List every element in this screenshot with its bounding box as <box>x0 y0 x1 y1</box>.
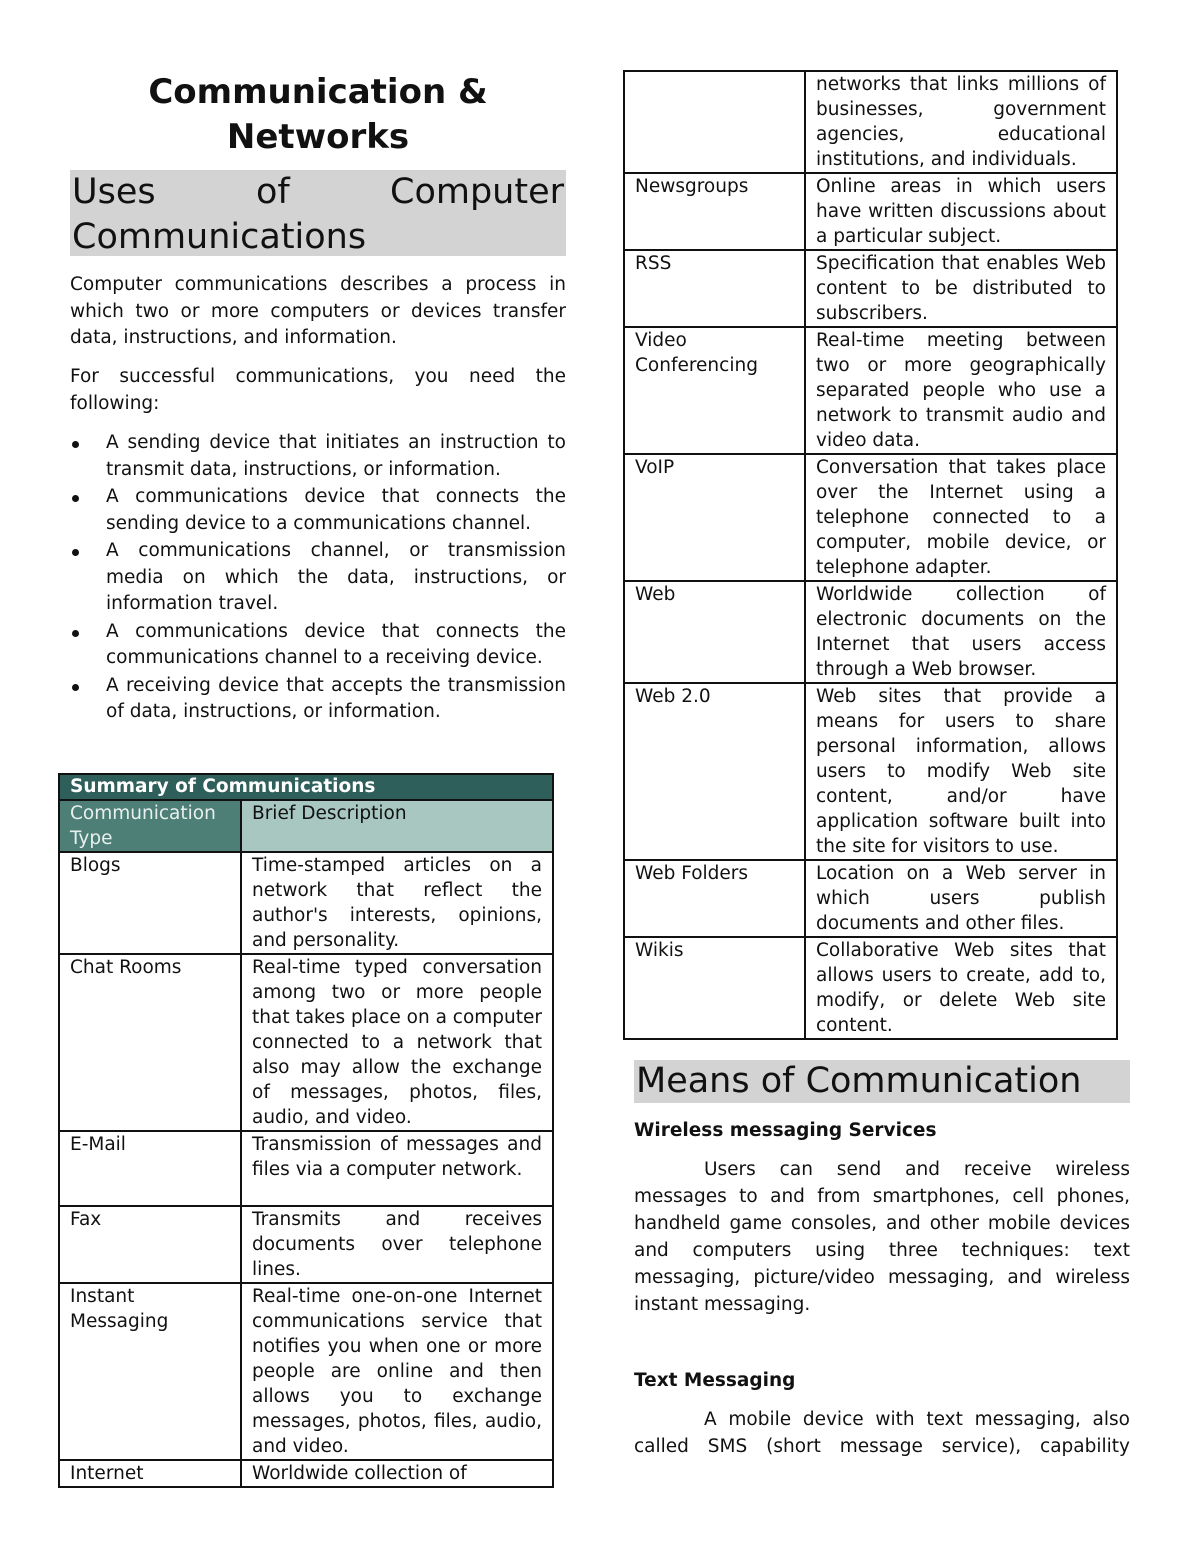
column-header-description: Brief Description <box>241 800 553 852</box>
table-row <box>624 327 1117 454</box>
type-cell: Chat Rooms <box>59 954 241 1131</box>
table-caption: Summary of Communications <box>59 774 553 800</box>
list-item <box>70 538 566 618</box>
table-row <box>624 937 1117 1039</box>
section-heading-uses <box>70 170 566 256</box>
column-header-type: Communication Type <box>59 800 241 852</box>
bullet-icon <box>72 684 79 691</box>
type-cell: Internet <box>59 1460 241 1487</box>
table-row <box>624 581 1117 683</box>
description-cell: Conversation that takes place over the Internet using a telephone connected to a computer, mobile device, or telephone adapter. <box>805 454 1117 581</box>
subheading-wireless-messaging: Wireless messaging Services <box>634 1120 937 1141</box>
table-row <box>59 1283 553 1460</box>
description-cell: Online areas in which users have written discussions about a particular subject. <box>805 173 1117 250</box>
description-cell: Time-stamped articles on a network that reflect the author's interests, opinions, and personality. <box>241 852 553 954</box>
bullet-icon <box>72 630 79 637</box>
description-cell: Worldwide collection of <box>241 1460 553 1487</box>
summary-table <box>58 773 554 1488</box>
description-cell: Web sites that provide a means for users to share personal information, allows users to modify Web site content, and/or have application software built into the site for visitors to use. <box>805 683 1117 860</box>
table-row <box>624 683 1117 860</box>
type-cell <box>624 71 805 173</box>
list-item-text: A communications device that connects the communications channel to a receiving device. <box>106 620 566 668</box>
wireless-messaging-paragraph: Users can send and receive wireless messages to and from smartphones, cell phones, handheld game consoles, and other mobile devices and computers using three techniques: text messaging, picture/video messaging, and wireless instant messaging. <box>634 1159 1130 1315</box>
list-item-text: A receiving device that accepts the transmission of data, instructions, or information. <box>106 674 566 722</box>
table-row <box>59 1131 553 1206</box>
type-cell: Instant Messaging <box>59 1283 241 1460</box>
type-cell: Wikis <box>624 937 805 1039</box>
description-cell: networks that links millions of businesses, government agencies, educational institutions, and individuals. <box>805 71 1117 173</box>
type-cell: Web 2.0 <box>624 683 805 860</box>
subheading-text-messaging: Text Messaging <box>634 1370 796 1391</box>
heading-word: Computer <box>390 172 564 212</box>
table-row <box>624 173 1117 250</box>
heading-word: of <box>255 172 290 212</box>
title-line-1: Communication & <box>148 72 488 112</box>
description-cell: Real-time meeting between two or more geographically separated people who use a network to transmit audio and video data. <box>805 327 1117 454</box>
type-cell: RSS <box>624 250 805 327</box>
type-cell: Web Folders <box>624 860 805 937</box>
list-item-text: A communications device that connects the sending device to a communications channel. <box>106 486 566 534</box>
text-messaging-paragraph: A mobile device with text messaging, also called SMS (short message service), capability <box>634 1409 1130 1457</box>
list-item <box>70 619 566 672</box>
heading-word: Uses <box>72 172 156 212</box>
intro-paragraph: Computer communications describes a process in which two or more computers or devices transfer data, instructions, and information. <box>70 274 566 348</box>
table-row <box>624 71 1117 173</box>
bullet-icon <box>72 495 79 502</box>
type-cell: Blogs <box>59 852 241 954</box>
type-cell: Web <box>624 581 805 683</box>
list-item <box>70 673 566 726</box>
table-row <box>59 852 553 954</box>
description-cell: Real-time typed conversation among two or more people that takes place on a computer connected to a network that also may allow the exchange of messages, photos, files, audio, and video. <box>241 954 553 1131</box>
type-cell: Newsgroups <box>624 173 805 250</box>
summary-table-continued <box>623 70 1118 1040</box>
description-cell: Specification that enables Web content to be distributed to subscribers. <box>805 250 1117 327</box>
description-cell: Location on a Web server in which users publish documents and other files. <box>805 860 1117 937</box>
list-item <box>70 484 566 537</box>
requirements-paragraph: For successful communications, you need the following: <box>70 366 566 414</box>
table-caption-row <box>59 774 553 800</box>
list-item-text: A sending device that initiates an instruction to transmit data, instructions, or information. <box>106 432 566 480</box>
description-cell: Real-time one-on-one Internet communications service that notifies you when one or more people are online and then allows you to exchange messages, photos, files, audio, and video. <box>241 1283 553 1460</box>
description-cell: Transmits and receives documents over telephone lines. <box>241 1206 553 1283</box>
table-row <box>624 454 1117 581</box>
title-line-2: Networks <box>226 117 410 157</box>
section-heading-line2: Communications <box>72 217 367 257</box>
type-cell: VoIP <box>624 454 805 581</box>
table-row <box>59 1206 553 1283</box>
description-cell: Worldwide collection of electronic documents on the Internet that users access through a Web browser. <box>805 581 1117 683</box>
document-title <box>70 70 566 160</box>
type-cell: Video Conferencing <box>624 327 805 454</box>
section-heading-means: Means of Communication <box>634 1060 1130 1103</box>
list-item <box>70 430 566 483</box>
table-row <box>624 250 1117 327</box>
section-heading-line1 <box>72 170 564 215</box>
type-cell: E-Mail <box>59 1131 241 1206</box>
table-row <box>624 860 1117 937</box>
bullet-icon <box>72 549 79 556</box>
description-cell: Collaborative Web sites that allows users to create, add to, modify, or delete Web site content. <box>805 937 1117 1039</box>
description-cell: Transmission of messages and files via a computer network. <box>241 1131 553 1206</box>
bullet-icon <box>72 441 79 448</box>
type-cell: Fax <box>59 1206 241 1283</box>
list-item-text: A communications channel, or transmission media on which the data, instructions, or information travel. <box>106 540 566 614</box>
requirements-list <box>70 430 566 727</box>
table-row <box>59 954 553 1131</box>
table-row <box>59 1460 553 1487</box>
table-header-row <box>59 800 553 852</box>
